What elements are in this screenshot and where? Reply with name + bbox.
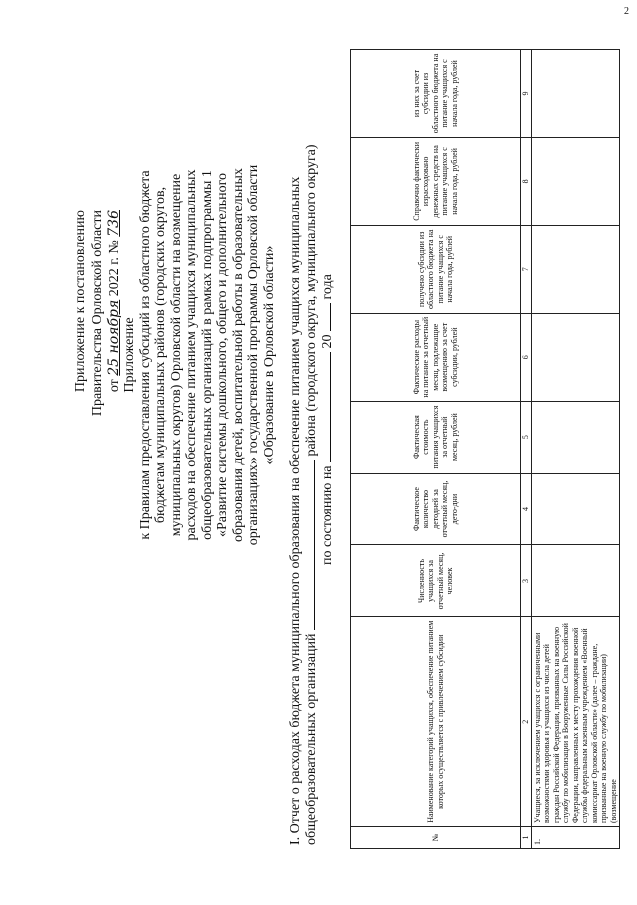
appendix-line: «Образование в Орловской области»	[261, 245, 277, 465]
number-handwritten: 736	[106, 210, 122, 237]
appendix-line: «Развитие системы дошкольного, общего и дополнительного	[215, 172, 230, 538]
row-cell	[531, 545, 620, 617]
header-line-1: Приложение к постановлению	[73, 210, 88, 393]
report-line-3: по состоянию на 20 года	[320, 274, 335, 565]
index-cell: 7	[521, 225, 532, 313]
report-table	[350, 49, 620, 849]
index-cell: 9	[521, 50, 532, 138]
index-cell: 2	[521, 617, 532, 827]
row-num: 1.	[531, 827, 620, 849]
appendix-line: образования детей, воспитательной работы в образовательных	[230, 168, 246, 542]
appendix-line: бюджетам муниципальных районов (городских округов,	[153, 186, 168, 524]
row-cell	[531, 50, 620, 138]
table-index-row	[521, 50, 532, 849]
index-cell: 1	[521, 827, 532, 849]
row-cell	[531, 225, 620, 313]
appendix-line: общеобразовательных организаций в рамках подпрограммы 1	[199, 170, 215, 540]
appendix-title: Приложение	[122, 317, 137, 393]
report-line-1: I. Отчет о расходах бюджета муниципального образования на обеспечение питанием учащихся муниципальных	[288, 176, 303, 845]
row-category: Учащиеся, за исключением учащихся с ограниченными возможностями здоровья и учащихся из числа детей граждан Российской Федерации, призванных на военную службу по мобилизации в Вооруженные Силы Российской Федерации, направленных к месту прохождения военной службы федеральным казенным учреждением «Военный комиссариат Орловской области» (далее – граждане, призванные на военную службу по мобилизации) (возмещение	[531, 617, 620, 827]
resolution-header	[72, 210, 123, 510]
row-cell	[531, 137, 620, 225]
row-cell	[531, 401, 620, 473]
col-header-count: Численность учащихся за отчетный месяц, человек	[351, 545, 521, 617]
report-title	[288, 5, 336, 845]
date-handwritten: 25 ноября	[106, 299, 122, 376]
header-date-line	[106, 210, 123, 510]
col-header-days: Фактическое количество детодней за отчетный месяц, дето-дни	[351, 473, 521, 545]
index-cell: 8	[521, 137, 532, 225]
col-header-cost: Фактическая стоимость питания учащихся за отчетный месяц, рублей	[351, 401, 521, 473]
col-header-expenses: Фактические расходы на питание за отчетный месяц, подлежащие возмещению за счет субсидии, рублей	[351, 313, 521, 401]
table-row	[531, 50, 620, 849]
row-cell	[531, 473, 620, 545]
col-header-num: №	[351, 827, 521, 849]
table-header-row	[351, 50, 521, 849]
col-header-subsidy: из них за счет субсидии из областного бюджета на питание учащихся с начала года, рублей	[351, 50, 521, 138]
index-cell: 5	[521, 401, 532, 473]
col-header-received: получено субсидии из областного бюджета на питание учащихся с начала года, рублей	[351, 225, 521, 313]
header-line-2: Правительства Орловской области	[90, 210, 105, 417]
index-cell: 3	[521, 545, 532, 617]
appendix-block	[122, 75, 277, 635]
date-suffix: 2022 г. №	[107, 240, 122, 297]
appendix-line: муниципальных округов) Орловской области на возмещение	[168, 173, 184, 537]
date-prefix: от	[107, 379, 122, 393]
col-header-spent: Справочно фактически израсходовано денежных средств на питание учащихся с начала года, рублей	[351, 137, 521, 225]
index-cell: 6	[521, 313, 532, 401]
report-line-2: общеобразовательных организаций района (городского округа, муниципального округа)	[304, 144, 319, 845]
row-cell	[531, 313, 620, 401]
appendix-line: к Правилам предоставления субсидий из областного бюджета	[137, 170, 153, 540]
appendix-line: расходов на обеспечение питанием учащихся муниципальных	[184, 169, 199, 541]
page-number: 2	[624, 6, 629, 17]
appendix-line: организациях» государственной программы Орловской области	[246, 164, 261, 546]
col-header-category: Наименование категорий учащихся, обеспечение питанием которых осуществляется с привлечением субсидии	[351, 617, 521, 827]
index-cell: 4	[521, 473, 532, 545]
